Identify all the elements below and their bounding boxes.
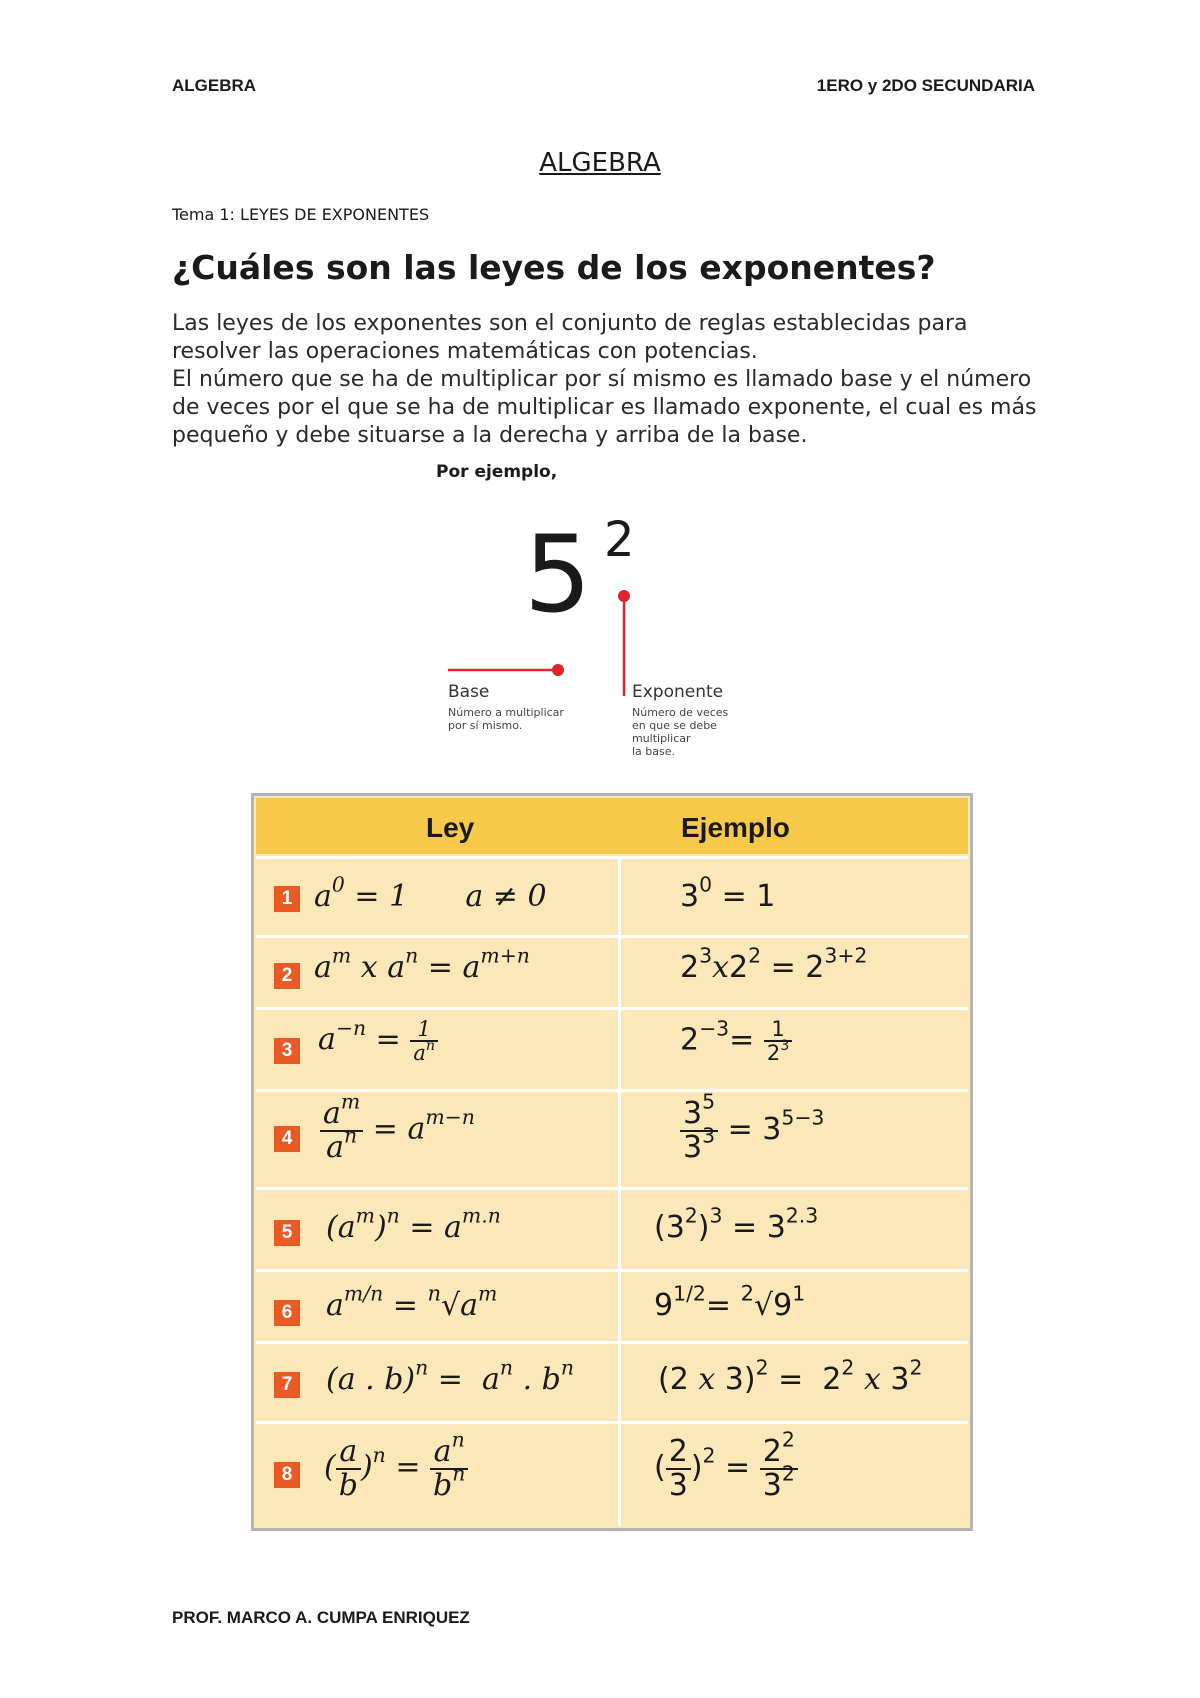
law-example: $(3^2)^3 = 3^{2.3}$ <box>654 1203 819 1245</box>
law-number-badge: 6 <box>274 1300 300 1326</box>
law-formula: $(a^m)^n = a^{m.n}$ <box>326 1203 501 1245</box>
law-number-badge: 5 <box>274 1220 300 1246</box>
law-formula: $a^{m/n} = ^n√a^m$ <box>326 1281 498 1323</box>
base-label: Base <box>448 682 490 702</box>
paragraph-1: Las leyes de los exponentes son el conjunto de reglas establecidas para resolver las operaciones matemáticas con potencias. <box>172 311 968 364</box>
table-row <box>256 1269 968 1344</box>
base-description: Número a multiplicar por sí mismo. <box>448 706 564 732</box>
exponent-description: Número de veces en que se debe multiplicar la base. <box>632 706 729 758</box>
law-formula: $a^{-n}$ = $\frac{1}{a^n}$ <box>318 1018 438 1064</box>
law-example: $9^{1/2}= ^2√9^1$ <box>654 1281 806 1323</box>
base-digit: 5 <box>524 513 592 636</box>
law-formula: $\frac{a^m}{a^n}$ = $a^{m-n}$ <box>320 1098 475 1163</box>
exponent-laws-table <box>251 793 973 1531</box>
law-formula: ( $\frac{a}{b}$ )$^n$ = $\frac{a^n}{b^n}$ <box>324 1436 468 1501</box>
law-number-badge: 3 <box>274 1038 300 1064</box>
footer-author: PROF. MARCO A. CUMPA ENRIQUEZ <box>172 1608 470 1627</box>
topic-line: Tema 1: LEYES DE EXPONENTES <box>172 205 430 224</box>
table-row <box>256 1007 968 1092</box>
table-header <box>256 798 968 854</box>
main-question: ¿Cuáles son las leyes de los exponentes? <box>172 248 936 287</box>
table-row <box>256 1089 968 1190</box>
law-formula: (a . $b)^n = a^n$ . $b^n$ <box>326 1355 574 1397</box>
table-row <box>256 935 968 1010</box>
law-example: ( $\frac{2}{3}$ )$^2$ = $\frac{2^2}{3^2}$ <box>654 1436 798 1501</box>
law-number-badge: 4 <box>274 1126 300 1152</box>
law-example: (2 x $3)^2 = 2^2$ x $3^2$ <box>658 1355 923 1397</box>
document-title: ALGEBRA <box>539 148 661 178</box>
law-formula: $a^m$ x $a^n = a^{m+n}$ <box>314 943 530 985</box>
table-row <box>256 1341 968 1424</box>
paragraph-2: El número que se ha de multiplicar por sí mismo es llamado base y el número de veces por el que se ha de multiplicar es llamado exponente, el cual es más pequeño y debe situarse a la derecha y arriba de la base. <box>172 367 1037 448</box>
law-formula: $a^0 = 1$ a ≠ 0 <box>314 872 547 914</box>
intro-paragraph <box>172 310 1042 450</box>
exponent-label: Exponente <box>632 682 724 702</box>
law-example: $2^{-3}=$ $\frac{1}{2^3}$ <box>680 1018 792 1064</box>
law-number-badge: 7 <box>274 1372 300 1398</box>
header-left: ALGEBRA <box>172 76 257 95</box>
base-pointer-dot <box>552 664 564 676</box>
law-number-badge: 1 <box>274 886 300 912</box>
law-example: $2^3x2^2 = 2^{3+2}$ <box>680 943 868 985</box>
table-row <box>256 1187 968 1272</box>
example-label: Por ejemplo, <box>436 462 558 482</box>
exponent-digit: 2 <box>604 512 635 568</box>
law-example: $3^0 = 1$ <box>680 872 776 914</box>
exponent-pointer-dot <box>618 590 630 602</box>
table-row <box>256 1421 968 1528</box>
power-diagram <box>440 512 770 770</box>
table-row <box>256 856 968 938</box>
law-number-badge: 2 <box>274 963 300 989</box>
law-example: $\frac{3^5}{3^3}$ = $3^{5-3}$ <box>680 1098 824 1163</box>
column-header-ley: Ley <box>426 812 475 843</box>
header-right: 1ERO y 2DO SECUNDARIA <box>816 76 1035 95</box>
column-header-ejemplo: Ejemplo <box>681 812 790 843</box>
law-number-badge: 8 <box>274 1462 300 1488</box>
